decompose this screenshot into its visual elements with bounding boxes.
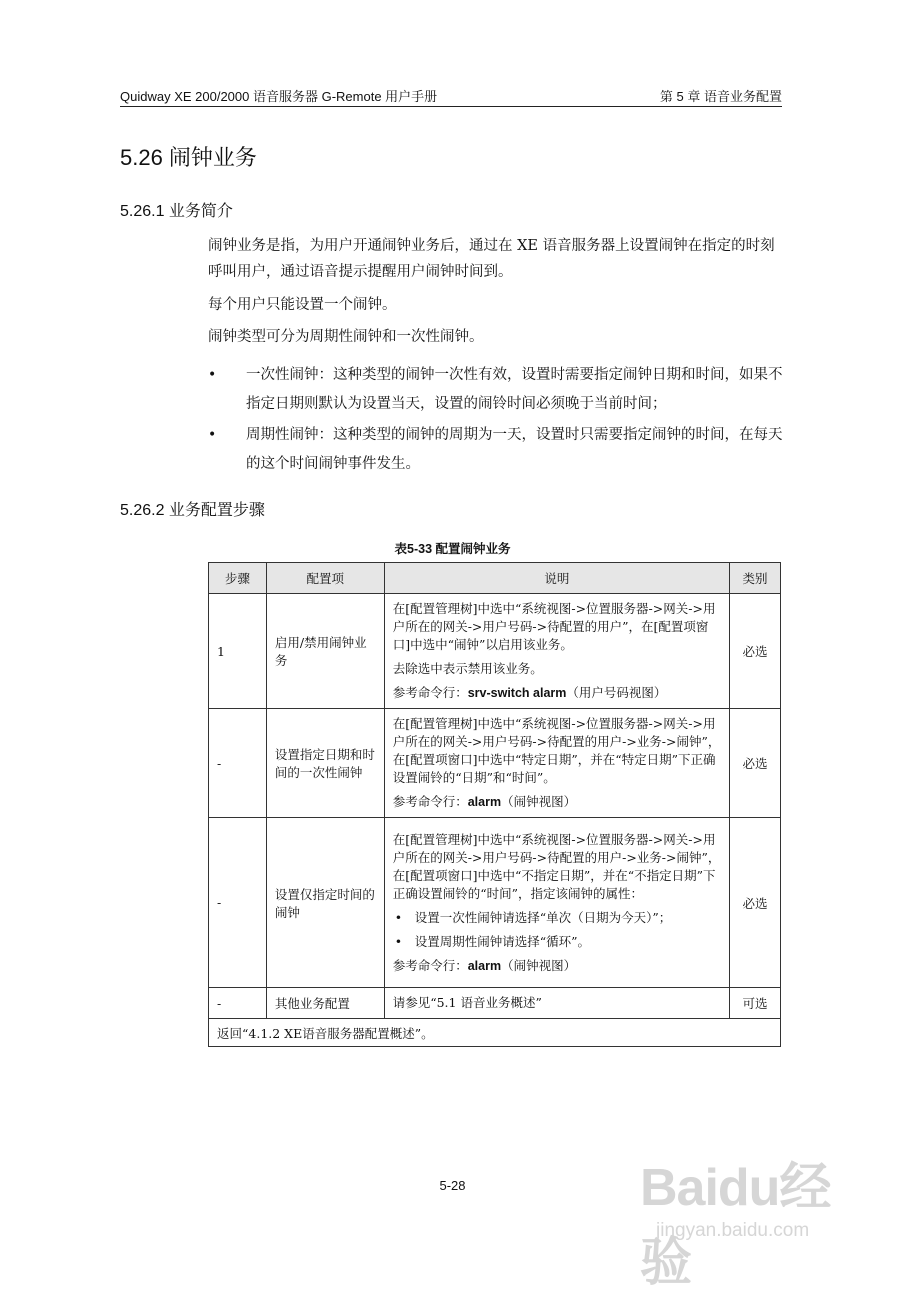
cell-category: 必选 [730, 818, 781, 988]
cell-step: 1 [209, 594, 267, 709]
ref-prefix: 参考命令行： [392, 685, 468, 700]
sub-bullet-text: 设置一次性闹钟请选择“单次（日期为今天）”； [414, 909, 672, 925]
cell-step: - [209, 818, 267, 988]
table-row [209, 594, 781, 709]
cell-description [384, 818, 729, 988]
header-category: 类别 [730, 563, 781, 594]
cell-category: 必选 [730, 709, 781, 818]
header-description: 说明 [384, 563, 729, 594]
command-reference [393, 793, 721, 811]
return-link[interactable]: 返回“4.1.2 XE语音服务器配置概述”。 [209, 1019, 781, 1047]
page-header [120, 86, 782, 107]
command-view: （用户号码视图） [566, 685, 667, 700]
intro-paragraph: 闹钟业务是指，为用户开通闹钟业务后，通过在 XE 语音服务器上设置闹钟在指定的时刻呼叫用户，通过语音提示提醒用户闹钟时间到。 [208, 238, 775, 280]
subsection-title-1: 5.26.1 业务简介 [120, 203, 233, 220]
bullet-dot: • [208, 427, 217, 443]
paragraph-one-alarm: 每个用户只能设置一个闹钟。 [208, 297, 397, 313]
bullet-dot: • [208, 367, 217, 383]
description-text: 在[配置管理树]中选中“系统视图->位置服务器->网关->用户所在的网关->用户号码->待配置的用户”，在[配置项窗口]中选中“闹钟”以启用该业务。 [392, 601, 716, 652]
table-row [209, 709, 781, 818]
cell-description [384, 709, 729, 818]
description-text: 在[配置管理树]中选中“系统视图->位置服务器->网关->用户所在的网关->用户号码->待配置的用户->业务->闹钟”，在[配置项窗口]中选中“不指定日期”，并在“不指定日期”下正确设置闹铃的“时间”，指定该闹钟的属性： [392, 831, 721, 901]
sub-bullet-text: 设置周期性闹钟请选择“循环”。 [414, 933, 590, 949]
description-text: 在[配置管理树]中选中“系统视图->位置服务器->网关->用户所在的网关->用户号码->待配置的用户->业务->闹钟”，在[配置项窗口]中选中“特定日期”，并在“特定日期”下正确设置闹铃的“日期”和“时间”。 [392, 716, 721, 785]
header-step: 步骤 [209, 563, 267, 594]
cell-item: 启用/禁用闹钟业务 [266, 594, 384, 709]
cell-item: 设置仅指定时间的闹钟 [266, 818, 384, 988]
bullet-one-time-alarm [208, 361, 784, 419]
header-left: Quidway XE 200/2000 语音服务器 G-Remote 用户手册 [120, 89, 438, 104]
page-number: 5-28 [439, 1178, 466, 1193]
section-title: 5.26 闹钟业务 [120, 145, 257, 170]
command-reference [393, 684, 721, 702]
bullet-dot: • [394, 909, 403, 925]
cell-step: - [209, 988, 267, 1019]
bullet-dot: • [394, 933, 403, 949]
cell-item: 设置指定日期和时间的一次性闹钟 [266, 709, 384, 818]
cell-category: 必选 [730, 594, 781, 709]
subsection-title-2: 5.26.2 业务配置步骤 [120, 502, 265, 519]
command-name: alarm [467, 958, 502, 973]
cell-step: - [209, 709, 267, 818]
watermark-url: jingyan.baidu.com [656, 1220, 810, 1241]
config-table [208, 562, 781, 1047]
cell-description [384, 594, 729, 709]
paragraph-alarm-types: 闹钟类型可分为周期性闹钟和一次性闹钟。 [208, 329, 484, 345]
header-item: 配置项 [266, 563, 384, 594]
command-reference [393, 957, 721, 975]
sub-bullet-single [393, 909, 721, 927]
table-footer-row [209, 1019, 781, 1047]
table-row [209, 818, 781, 988]
command-view: （闹钟视图） [501, 794, 577, 809]
cell-category: 可选 [730, 988, 781, 1019]
table-row [209, 988, 781, 1019]
cell-item: 其他业务配置 [266, 988, 384, 1019]
cell-description[interactable] [384, 988, 729, 1019]
header-right: 第 5 章 语音业务配置 [659, 89, 782, 104]
cross-reference-link[interactable]: 请参见“5.1 语音业务概述” [392, 995, 542, 1010]
bullet-periodic-alarm [208, 421, 784, 479]
description-text-2: 去除选中表示禁用该业务。 [392, 661, 543, 676]
command-name: alarm [467, 795, 502, 809]
bullet-text: 周期性闹钟：这种类型的闹钟的周期为一天，设置时只需要指定闹钟的时间，在每天的这个时间闹钟事件发生。 [246, 427, 783, 472]
table-caption: 表5-33 配置闹钟业务 [394, 542, 511, 556]
baidu-watermark [620, 1140, 870, 1292]
command-view: （闹钟视图） [501, 957, 577, 973]
bullet-text: 一次性闹钟：这种类型的闹钟一次性有效，设置时需要指定闹钟日期和时间，如果不指定日期则默认为设置当天，设置的闹铃时间必须晚于当前时间； [246, 367, 783, 412]
watermark-logo: Baidu经验 [640, 1159, 831, 1292]
ref-prefix: 参考命令行： [392, 957, 468, 973]
sub-bullet-loop [393, 933, 721, 951]
ref-prefix: 参考命令行： [392, 794, 468, 809]
command-name: srv-switch alarm [467, 686, 567, 700]
table-header-row [209, 563, 781, 594]
